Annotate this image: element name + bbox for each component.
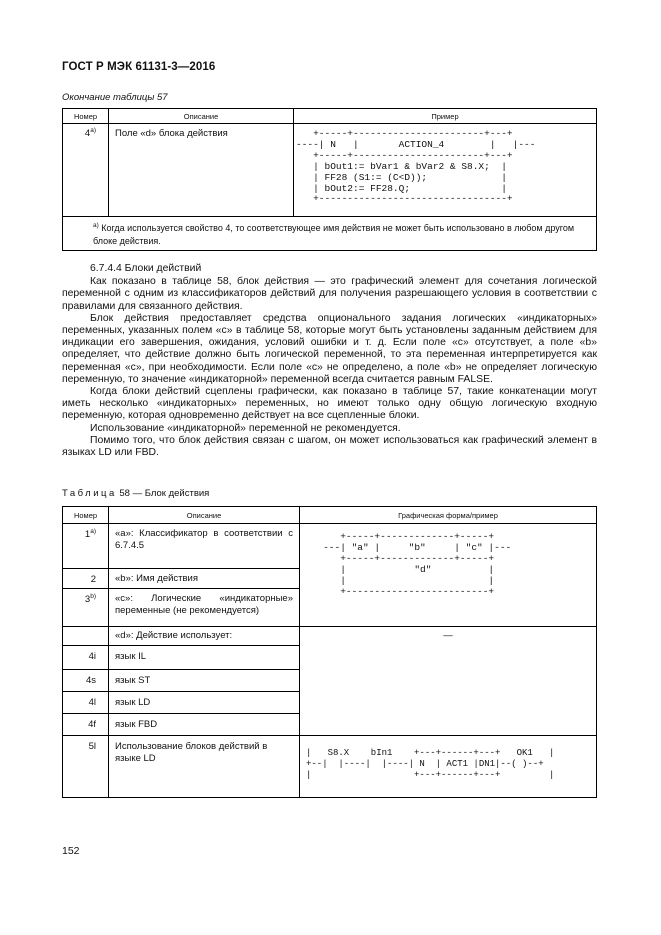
- table-row-description: «d»: Действие использует:: [109, 627, 300, 646]
- table-row-description: «a»: Классификатор в соответствии с 6.7.4.5: [109, 524, 300, 569]
- table-row-number: 3$^{b)}$: [63, 589, 109, 627]
- paragraph: Как показано в таблице 58, блок действия — это графический элемент для сочетания логической переменной с одним из классификаторов действий для получения разрешающего условия в соответствии с правилами для связанного действия.: [62, 276, 597, 312]
- action-block-graphic-cell: [300, 524, 597, 627]
- table-row-description: Использование блоков действий в языке LD: [109, 736, 300, 798]
- section-heading: 6.7.4.4 Блоки действий: [90, 263, 202, 274]
- table-row-number: 5l: [63, 736, 109, 798]
- table-row-description: язык IL: [109, 646, 300, 670]
- column-header-number: Номер: [63, 109, 109, 124]
- action-block-graphic: +-----+-------------+-----+ ---| "a" | "b" | "c" |--- +-----+-------------+-----+ | "d" | | | +-------------------------+: [323, 531, 512, 597]
- action-block-example: +-----+-----------------------+---+ ----| N | ACTION_4 | |--- +-----+-----------------------+---+ | bOut1:= bVar1 & bVar2 & S8.X; | | FF28 (S1:= (C<D)); | | bOut2:= FF28.Q; | +---------------------------------+: [296, 128, 536, 205]
- table-row-description: язык ST: [109, 670, 300, 692]
- table-row-number: 4f: [63, 714, 109, 736]
- table-row-number: 4l: [63, 692, 109, 714]
- table-row-number: $1^{а)}$: [63, 524, 109, 569]
- graphic-dash: —: [300, 627, 597, 736]
- row-example: [294, 124, 597, 217]
- column-header-number: Номер: [63, 507, 109, 524]
- column-header-description: Описание: [109, 507, 300, 524]
- ld-action-block-example: | S8.X bIn1 +---+------+---+ OK1 | +--| |----| |----| N | ACT1 |DN1|--( )--+ | +---+------+---+ |: [306, 748, 555, 780]
- table-row-description: «b»: Имя действия: [109, 569, 300, 589]
- section-body: [62, 263, 597, 459]
- page-number: 152: [62, 845, 80, 857]
- table-row-description: «c»: Логические «индикаторные» переменные (не рекомендуется): [109, 589, 300, 627]
- paragraph: Помимо того, что блок действия связан с шагом, он может использоваться как графический элемент в языках LD или FBD.: [62, 434, 597, 459]
- document-header: ГОСТ Р МЭК 61131-3—2016: [62, 61, 216, 73]
- row-number: $4^{а)}$: [63, 124, 109, 217]
- paragraph: Использование «индикаторной» переменной не рекомендуется.: [90, 422, 401, 434]
- table-row-description: язык LD: [109, 692, 300, 714]
- paragraph: Когда блоки действий сцеплены графически, как показано в таблице 57, такие конкатенации могут иметь несколько «индикаторных» переменных, но имеют только одну общую логическую входную переменную, которая одновременно действует на все сцепленные блоки.: [62, 386, 597, 422]
- table57-caption: Окончание таблицы 57: [62, 92, 168, 103]
- table58-caption: Таблица 58 — Блок действия: [62, 488, 210, 499]
- table-row-number: 4i: [63, 646, 109, 670]
- column-header-graphic: Графическая форма/пример: [300, 507, 597, 524]
- table57-footnote: $^{а)}$ Когда используется свойство 4, то соответствующее имя действия не может быть использовано в любом другом блоке действия.: [63, 217, 597, 251]
- table-row-number: 4s: [63, 670, 109, 692]
- ld-example-cell: [300, 736, 597, 798]
- column-header-example: Пример: [294, 109, 597, 124]
- paragraph: Блок действия предоставляет средства опционального задания логических «индикаторных» переменных, указанных полем «c» в таблице 58, которые могут быть установлены заданным действием для индикации его завершения, ожидания, условий ошибки и т. д. Если поле «c» отсутствует, а поле «b» определяет, что действие должно быть логической переменной, то эта переменная интерпретируется как переменная «c», при необходимости. Если поле «c» не определено, а поле «b» не определяет логическую переменную, то значение «индикаторной» переменной всегда считается равным FALSE.: [62, 312, 597, 385]
- table-row-number: [63, 627, 109, 646]
- row-description: Поле «d» блока действия: [109, 124, 294, 217]
- table-row-description: язык FBD: [109, 714, 300, 736]
- table57: [62, 108, 597, 251]
- column-header-description: Описание: [109, 109, 294, 124]
- table58: [62, 506, 597, 798]
- table-row-number: 2: [63, 569, 109, 589]
